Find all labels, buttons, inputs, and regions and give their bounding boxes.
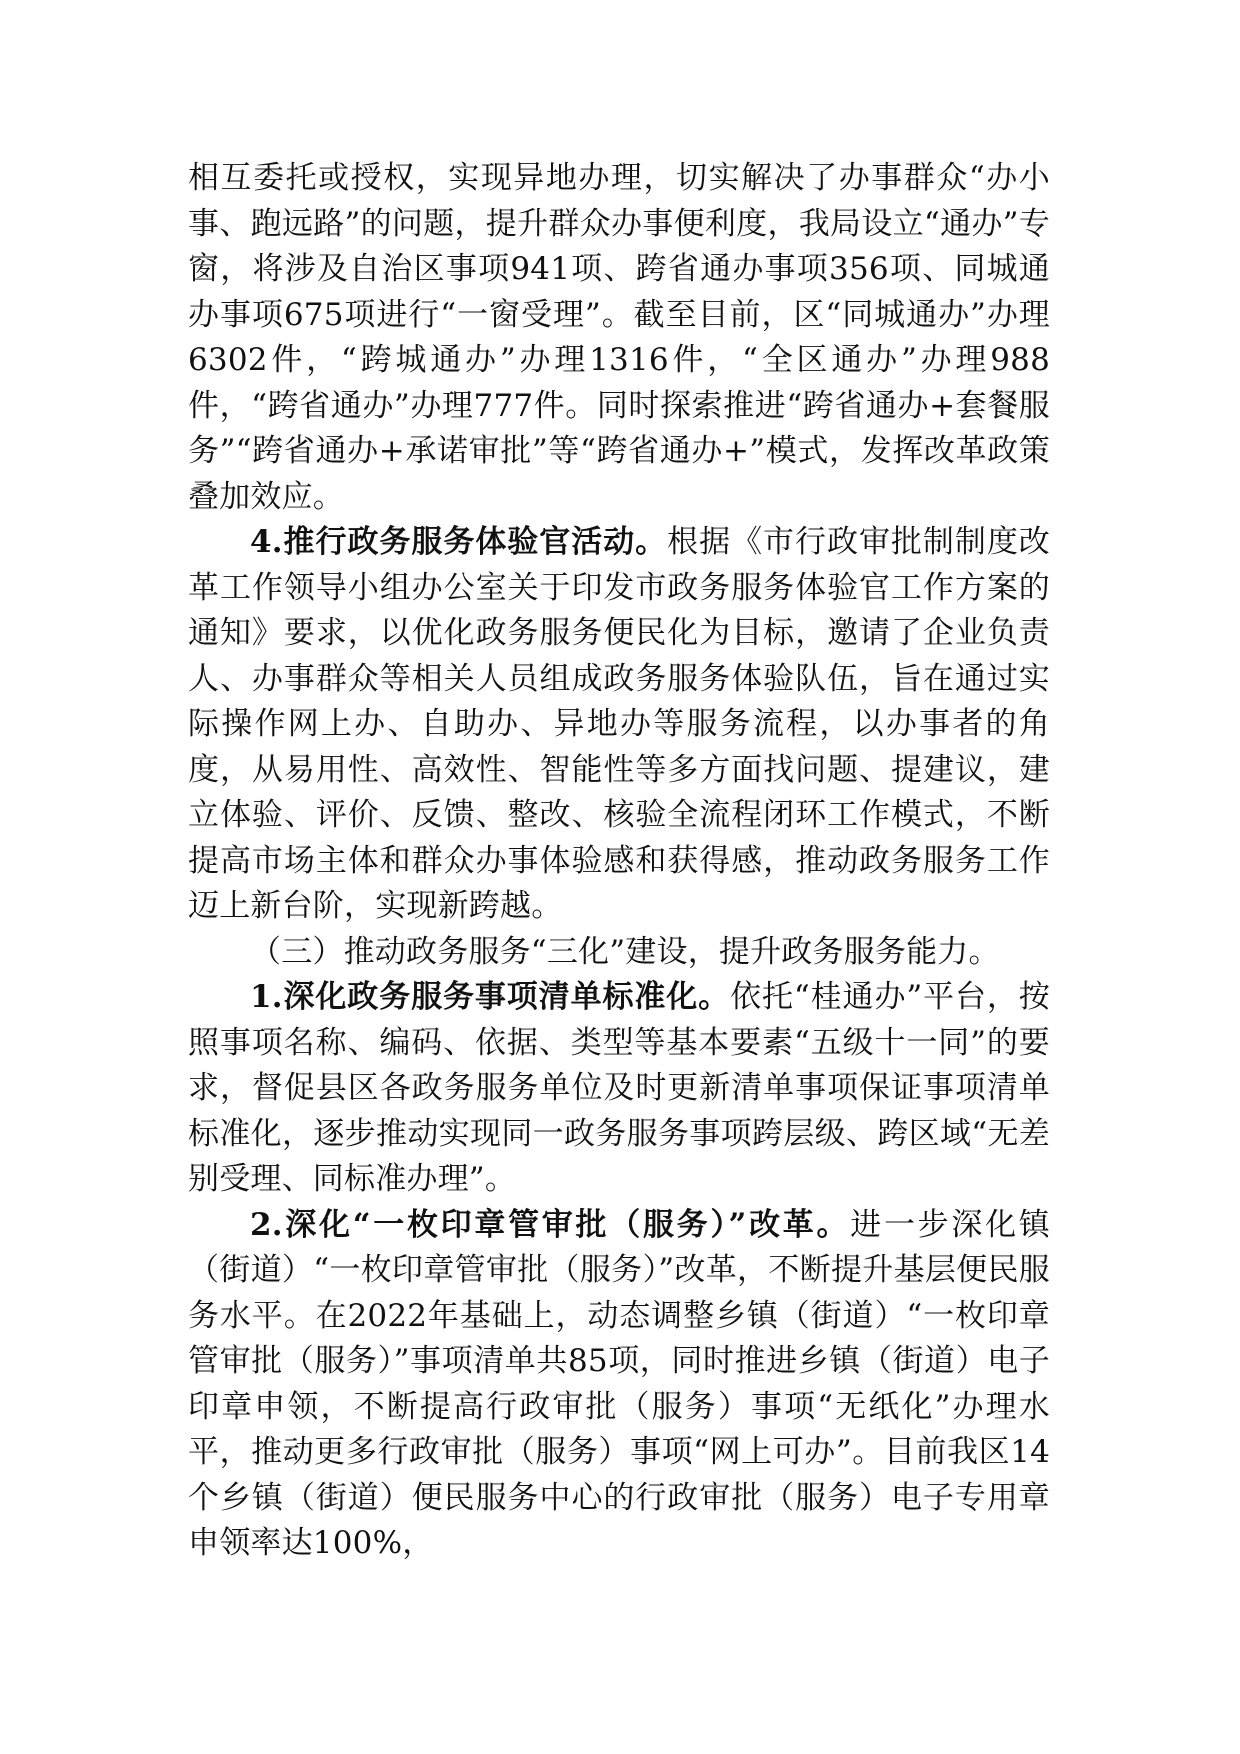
paragraph-text: 进一步深化镇（街道）“一枚印章管审批（服务）”改革，不断提升基层便民服务水平。在2022年基础上，动态调整乡镇（街道）“一枚印章管审批（服务）”事项清单共85项，同时推进乡镇（街道）电子印章申领，不断提高行政审批（服务）事项“无纸化”办理水平，推动更多行政审批（服务）事项“网上可办”。目前我区14个乡镇（街道）便民服务中心的行政审批（服务）电子专用章申领率达100%， <box>188 1206 1050 1561</box>
section-heading: 1.深化政务服务事项清单标准化。 <box>250 979 731 1015</box>
section-heading: 4.推行政务服务体验官活动。 <box>250 524 668 560</box>
paragraph-standardization <box>188 975 1050 1203</box>
section-title-text: （三）推动政务服务“三化”建设，提升政务服务能力。 <box>250 933 1000 970</box>
paragraph-experience-officer <box>188 520 1050 930</box>
paragraph-text: 根据《市行政审批制制度改革工作领导小组办公室关于印发市政务服务体验官工作方案的通知》要求，以优化政务服务便民化为目标，邀请了企业负责人、办事群众等相关人员组成政务服务体验队伍，旨在通过实际操作网上办、自助办、异地办等服务流程，以办事者的角度，从易用性、高效性、智能性等多方面找问题、提建议，建立体验、评价、反馈、整改、核验全流程闭环工作模式，不断提高市场主体和群众办事体验感和获得感，推动政务服务工作迈上新台阶，实现新跨越。 <box>188 524 1050 924</box>
paragraph-cross-region-service <box>188 156 1050 520</box>
paragraph-one-seal-reform <box>188 1203 1050 1567</box>
paragraph-text: 依托“桂通办”平台，按照事项名称、编码、依据、类型等基本要素“五级十一同”的要求，督促县区各政务服务单位及时更新清单事项保证事项清单标准化，逐步推动实现同一政务服务事项跨层级、跨区域“无差别受理、同标准办理”。 <box>188 979 1051 1197</box>
document-body <box>188 156 1050 1567</box>
section-title-three-transformations <box>188 930 1050 976</box>
paragraph-text: 相互委托或授权，实现异地办理，切实解决了办事群众“办小事、跑远路”的问题，提升群众办事便利度，我局设立“通办”专窗，将涉及自治区事项941项、跨省通办事项356项、同城通办事项675项进行“一窗受理”。截至目前，区“同城通办”办理6302件，“跨城通办”办理1316件，“全区通办”办理988件，“跨省通办”办理777件。同时探索推进“跨省通办+套餐服务”“跨省通办+承诺审批”等“跨省通办+”模式，发挥改革政策叠加效应。 <box>188 160 1050 515</box>
section-heading: 2.深化“一枚印章管审批（服务）”改革。 <box>250 1206 851 1243</box>
